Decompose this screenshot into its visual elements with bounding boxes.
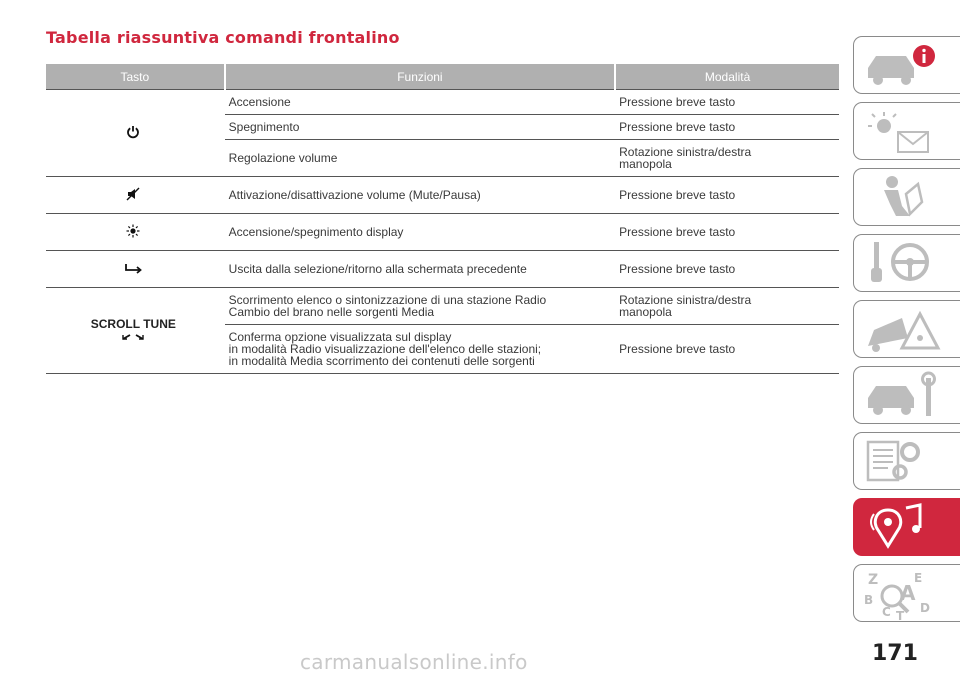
index-letter: B (864, 593, 874, 607)
scroll-tune-label: SCROLL TUNE (90, 317, 176, 332)
mode-cell: Pressione breve tasto (615, 251, 839, 288)
multimedia-icon (862, 502, 942, 554)
function-line: in modalità Radio visualizzazione dell'elenco delle stazioni; (228, 342, 542, 356)
emergency-icon (862, 304, 942, 356)
header-modalita: Modalità (615, 64, 839, 90)
power-key-cell (46, 90, 225, 177)
function-cell (225, 325, 615, 374)
tab-safety[interactable] (853, 168, 960, 226)
technical-data-icon (862, 436, 942, 488)
function-line: Conferma opzione visualizzata sul display (228, 330, 452, 344)
back-arrow-icon (124, 262, 142, 276)
tab-emergency[interactable] (853, 300, 960, 358)
table-row (46, 251, 839, 288)
index-letter: T (896, 609, 905, 620)
safety-airbag-icon (862, 172, 942, 224)
mode-cell: Pressione breve tasto (615, 90, 839, 115)
display-key-cell (46, 214, 225, 251)
warning-lights-icon (862, 106, 942, 158)
mode-cell: Pressione breve tasto (615, 214, 839, 251)
mode-cell: Rotazione sinistra/destra manopola (615, 140, 839, 177)
power-icon (126, 125, 140, 141)
tab-starting-driving[interactable] (853, 234, 960, 292)
function-line: Cambio del brano nelle sorgenti Media (228, 305, 435, 319)
function-cell (225, 288, 615, 325)
back-key-cell (46, 251, 225, 288)
scroll-tune-key-cell (46, 288, 225, 374)
function-cell: Attivazione/disattivazione volume (Mute/Pausa) (225, 177, 615, 214)
commands-table (46, 64, 839, 374)
table-row (46, 288, 839, 325)
function-cell: Spegnimento (225, 115, 615, 140)
index-letter: A (900, 581, 916, 605)
index-letter: E (914, 571, 923, 585)
tab-multimedia[interactable] (853, 498, 960, 556)
car-info-icon (862, 40, 942, 92)
tab-car-info[interactable] (853, 36, 960, 94)
mode-cell: Pressione breve tasto (615, 325, 839, 374)
tab-maintenance[interactable] (853, 366, 960, 424)
rotary-knob-icon (121, 331, 145, 343)
tab-technical-data[interactable] (853, 432, 960, 490)
index-letter: C (882, 605, 891, 619)
mode-cell: Pressione breve tasto (615, 115, 839, 140)
table-row (46, 90, 839, 115)
index-letter: D (920, 601, 930, 615)
header-tasto: Tasto (46, 64, 225, 90)
watermark: carmanualsonline.info (300, 650, 528, 674)
function-cell: Accensione/spegnimento display (225, 214, 615, 251)
maintenance-icon (862, 370, 942, 422)
function-line: in modalità Media scorrimento dei contenuti delle sorgenti (228, 354, 535, 368)
page-number: 171 (872, 641, 918, 666)
function-cell: Accensione (225, 90, 615, 115)
header-funzioni: Funzioni (225, 64, 615, 90)
index-letter: Z (868, 572, 879, 588)
table-header-row (46, 64, 839, 90)
index-icon (862, 568, 942, 620)
function-line: Scorrimento elenco o sintonizzazione di una stazione Radio (228, 293, 547, 307)
tab-warning-lights[interactable] (853, 102, 960, 160)
page-title: Tabella riassuntiva comandi frontalino (46, 28, 400, 47)
mode-cell: Rotazione sinistra/destra manopola (615, 288, 839, 325)
starting-driving-icon (862, 238, 942, 290)
tab-index[interactable] (853, 564, 960, 622)
function-cell: Uscita dalla selezione/ritorno alla schermata precedente (225, 251, 615, 288)
table-row (46, 177, 839, 214)
table-row (46, 214, 839, 251)
mute-icon (126, 187, 140, 203)
function-cell: Regolazione volume (225, 140, 615, 177)
mode-cell: Pressione breve tasto (615, 177, 839, 214)
display-brightness-icon (126, 224, 140, 240)
mute-key-cell (46, 177, 225, 214)
